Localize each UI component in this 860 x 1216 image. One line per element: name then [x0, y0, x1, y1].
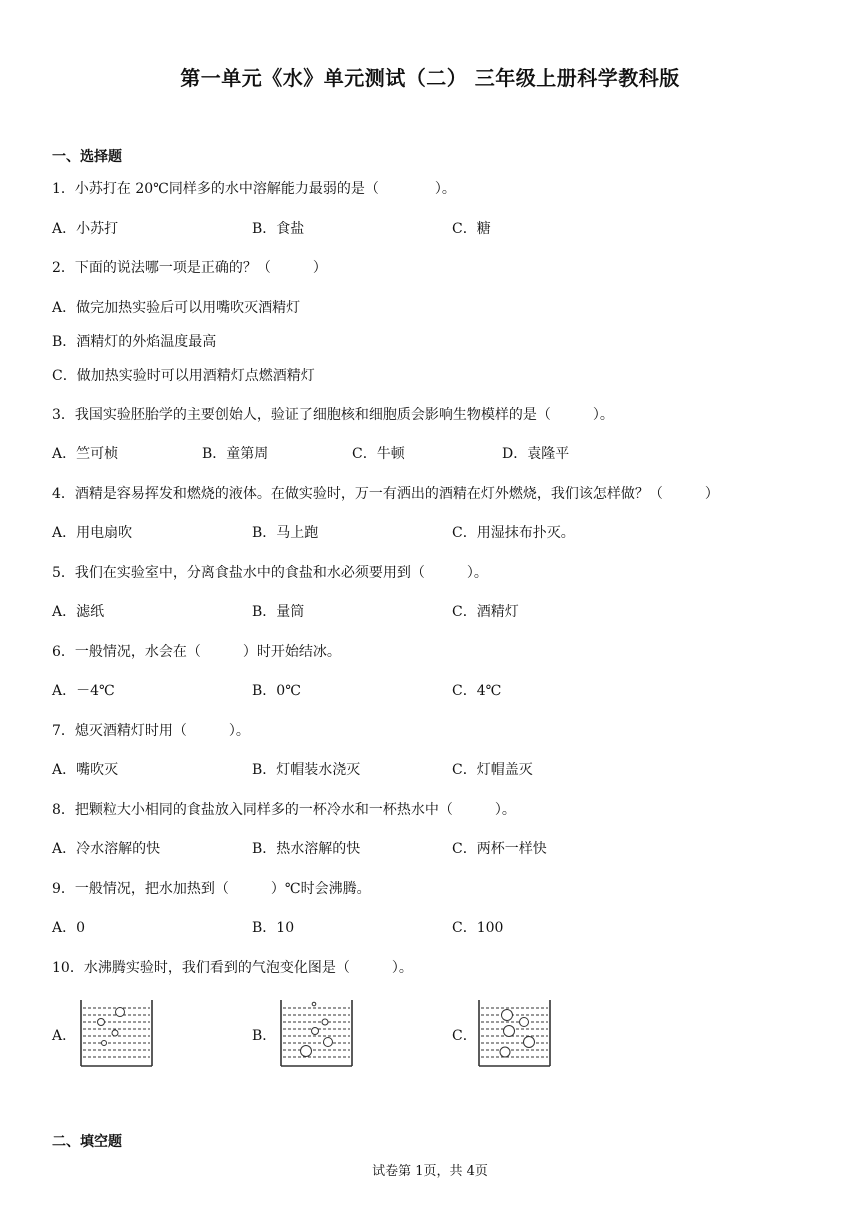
section-heading-choice: 一、选择题	[52, 149, 122, 165]
q8-option-c[interactable]: C．两杯一样快	[452, 841, 547, 857]
beaker-a-image[interactable]	[78, 996, 156, 1068]
question-6-stem: 6．一般情况，水会在（ ）时开始结冰。	[52, 644, 341, 660]
q2-option-c[interactable]: C．做加热实验时可以用酒精灯点燃酒精灯	[52, 368, 315, 384]
q7-option-a[interactable]: A．嘴吹灭	[52, 762, 119, 778]
q6-option-c[interactable]: C．4℃	[452, 683, 502, 699]
q5-option-b[interactable]: B．量筒	[252, 604, 305, 620]
q10-option-a[interactable]: A．	[52, 1028, 77, 1044]
q8-option-a[interactable]: A．冷水溶解的快	[52, 841, 161, 857]
q6-option-a[interactable]: A．－4℃	[52, 683, 115, 699]
question-5-stem: 5．我们在实验室中，分离食盐水中的食盐和水必须要用到（ ）。	[52, 565, 488, 581]
q5-option-a[interactable]: A．滤纸	[52, 604, 105, 620]
q4-option-a[interactable]: A．用电扇吹	[52, 525, 133, 541]
page-footer: 试卷第 1页，共 4页	[372, 1164, 488, 1179]
question-2-stem: 2．下面的说法哪一项是正确的？（ ）	[52, 260, 327, 276]
question-3-stem: 3．我国实验胚胎学的主要创始人，验证了细胞核和细胞质会影响生物模样的是（ ）。	[52, 407, 614, 423]
q8-option-b[interactable]: B．热水溶解的快	[252, 841, 361, 857]
beaker-c-image[interactable]	[476, 996, 554, 1068]
q10-option-b[interactable]: B．	[252, 1028, 277, 1044]
question-8-stem: 8．把颗粒大小相同的食盐放入同样多的一杯冷水和一杯热水中（ ）。	[52, 802, 516, 818]
question-1-stem: 1．小苏打在 20℃同样多的水中溶解能力最弱的是（ ）。	[52, 181, 456, 197]
q2-option-b[interactable]: B．酒精灯的外焰温度最高	[52, 334, 217, 350]
q1-option-c[interactable]: C．糖	[452, 221, 491, 237]
q3-option-a[interactable]: A．竺可桢	[52, 446, 119, 462]
q10-option-c[interactable]: C．	[452, 1028, 477, 1044]
section-heading-fill: 二、填空题	[52, 1134, 122, 1150]
question-9-stem: 9．一般情况，把水加热到（ ）℃时会沸腾。	[52, 881, 371, 897]
q3-option-c[interactable]: C．牛顿	[352, 446, 405, 462]
question-7-stem: 7．熄灭酒精灯时用（ ）。	[52, 723, 250, 739]
q7-option-c[interactable]: C．灯帽盖灭	[452, 762, 533, 778]
q3-option-d[interactable]: D．袁隆平	[502, 446, 570, 462]
q9-option-b[interactable]: B．10	[252, 920, 295, 936]
q6-option-b[interactable]: B．0℃	[252, 683, 301, 699]
q4-option-c[interactable]: C．用湿抹布扑灭。	[452, 525, 575, 541]
beaker-b-image[interactable]	[278, 996, 356, 1068]
q4-option-b[interactable]: B．马上跑	[252, 525, 319, 541]
q3-option-b[interactable]: B．童第周	[202, 446, 269, 462]
q9-option-c[interactable]: C．100	[452, 920, 504, 936]
q5-option-c[interactable]: C．酒精灯	[452, 604, 519, 620]
q1-option-a[interactable]: A．小苏打	[52, 221, 119, 237]
q9-option-a[interactable]: A．0	[52, 920, 86, 936]
question-10-stem: 10．水沸腾实验时，我们看到的气泡变化图是（ ）。	[52, 960, 413, 976]
page-title: 第一单元《水》单元测试（二） 三年级上册科学教科版	[180, 66, 680, 90]
q7-option-b[interactable]: B．灯帽装水浇灭	[252, 762, 361, 778]
question-4-stem: 4．酒精是容易挥发和燃烧的液体。在做实验时，万一有洒出的酒精在灯外燃烧，我们该怎样做？（ ）	[52, 486, 719, 502]
q2-option-a[interactable]: A．做完加热实验后可以用嘴吹灭酒精灯	[52, 300, 301, 316]
q1-option-b[interactable]: B．食盐	[252, 221, 305, 237]
